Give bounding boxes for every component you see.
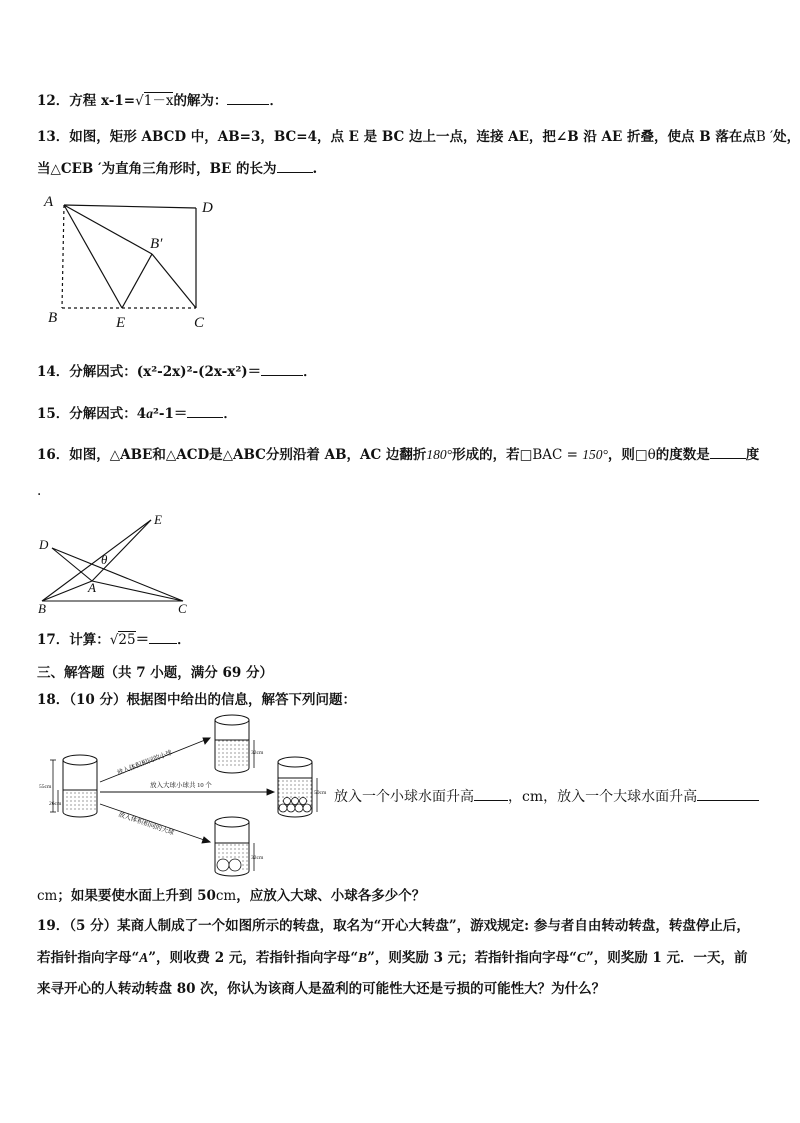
label-50cm: 50cm [314, 790, 327, 796]
label-32cm-bottom: 32cm [251, 855, 264, 861]
question-19-line2 [37, 946, 748, 966]
q12-eq-left: x-1= [101, 93, 136, 109]
label-b: B [48, 310, 58, 326]
label-d: D [202, 200, 213, 216]
q19-letter-a: A [139, 950, 149, 965]
label-e: E [116, 315, 126, 331]
q18-inline-a: 放入一个小球水面升高 [334, 789, 474, 805]
q12-pre: 方程 [69, 93, 97, 109]
label-c: C [194, 315, 205, 331]
q19-line2-end: ”，则奖励 1 元．一天，前 [585, 950, 748, 966]
cylinder-small-balls [215, 715, 249, 773]
q14-end: ． [303, 364, 317, 380]
q17-pre: 17．计算： [37, 632, 110, 648]
q12-end: ． [269, 93, 283, 109]
q13-rectangle-figure [40, 190, 230, 335]
answer-blank [227, 92, 269, 105]
question-18-line3 [37, 884, 425, 904]
q15-pre: 15．分解因式：4 [37, 406, 147, 422]
q16-mid: 形成的，若 [452, 447, 520, 463]
question-15 [37, 402, 237, 422]
question-17 [37, 628, 191, 648]
q15-var-a: a [146, 406, 153, 421]
q18-inline-c: ，放入一个大球水面升高 [543, 789, 698, 805]
q16-triangle-figure [35, 510, 200, 618]
question-18-line1: 18．（10 分）根据图中给出的信息，解答下列问题： [37, 692, 357, 708]
q16-theta: □θ [634, 447, 656, 463]
segment-ae [92, 520, 151, 581]
arrow-bottom-label: 放入体积相同的大球 [117, 811, 175, 837]
label-bprime: B′ [150, 236, 163, 252]
segment-be [42, 520, 151, 601]
q16-bac: BAC = [532, 447, 583, 463]
q13-line1-end: 处， [773, 129, 800, 145]
question-14 [37, 360, 317, 380]
question-19-line3: 来寻开心的人转动转盘 80 次，你认为该商人是盈利的可能性大还是亏损的可能性大？为什么？ [37, 981, 606, 997]
question-12 [37, 89, 283, 109]
q18-cont-end: ，应放入大球、小球各多少个？ [236, 888, 426, 904]
q12-number: 12． [37, 93, 70, 109]
sqrt-symbol: √ [109, 632, 119, 648]
q16-pre: 16．如图，△ABE和△ACD是△ABC分别沿着 AB，AC 边翻折 [37, 447, 427, 463]
q13-line2-end: . [312, 161, 318, 177]
label-32cm-top: 32cm [251, 750, 264, 756]
label-a: A [88, 580, 96, 595]
q16-180: 180° [426, 447, 453, 462]
answer-blank [474, 788, 508, 801]
q19-c-pre: ”，则奖励 3 元；若指针指向字母“ [367, 950, 577, 966]
q16-dot: . [37, 483, 42, 499]
q13-bprime: B ′ [755, 129, 774, 145]
q16-mid2: ，则 [607, 447, 635, 463]
q12-radicand: 1－x [143, 93, 174, 109]
answer-blank [277, 160, 313, 173]
q16-end: 度 [745, 447, 760, 463]
q19-b-pre: ”，则收费 2 元，若指针指向字母“ [148, 950, 359, 966]
q18-unit: cm [522, 789, 544, 805]
cylinder-big-balls [215, 817, 249, 876]
q18-cont-cm: cm [215, 888, 237, 904]
cylinder-initial [63, 755, 97, 817]
label-d: D [39, 537, 49, 552]
question-13-line2 [37, 157, 317, 177]
label-26cm: 26cm [49, 801, 62, 807]
answer-blank [261, 363, 303, 376]
q15-end: ． [223, 406, 237, 422]
segment-ab [62, 205, 64, 308]
q18-cont: ；如果要使水面上升到 50 [57, 888, 216, 904]
label-c: C [178, 601, 187, 616]
q18-cylinders-figure [38, 712, 333, 882]
segment-bprimec [152, 254, 196, 308]
q14-text: 14．分解因式：(x²-2x)²-(2x-x²)＝ [37, 364, 262, 380]
q19-letter-c: C [576, 950, 586, 965]
q19-a-pre: 若指针指向字母“ [37, 950, 140, 966]
segment-ba [42, 581, 92, 601]
answer-blank [149, 631, 177, 644]
q17-radicand: 25 [118, 632, 136, 648]
label-e: E [154, 512, 162, 527]
q17-eq: ＝ [135, 632, 150, 648]
q18-inline-b: ， [508, 789, 522, 805]
q19-letter-b: B [358, 950, 368, 965]
label-55cm: 55cm [39, 784, 52, 790]
segment-ac [92, 581, 183, 601]
q16-box: □ [519, 447, 533, 463]
arrow-top-label: 放入体积相同的小球 [116, 749, 174, 777]
q17-end: ． [177, 632, 191, 648]
cylinder-mixed-balls [278, 757, 312, 817]
q18-cont-unit: cm [37, 888, 58, 904]
question-18-inline [334, 786, 759, 806]
label-theta: θ [101, 552, 108, 567]
q13-line2-text: 当△CEB ′为直角三角形时，BE 的长为 [37, 161, 277, 177]
segment-ebprime [122, 254, 152, 308]
question-13-line1 [37, 125, 800, 145]
arrow-mid-label: 放入大球小球共 10 个 [150, 782, 212, 789]
section-3-heading: 三、解答题（共 7 小题，满分 69 分） [37, 665, 273, 681]
segment-ad [64, 205, 196, 208]
q16-150: 150° [582, 447, 608, 462]
q15-post: ²-1＝ [152, 406, 188, 422]
q16-post: 的度数是 [655, 447, 710, 463]
label-a: A [44, 194, 54, 210]
question-16 [37, 443, 759, 463]
segment-da [52, 548, 92, 581]
answer-blank [697, 788, 759, 801]
sqrt-symbol: √ [135, 93, 144, 109]
segment-dc [52, 548, 183, 601]
q13-text: 13．如图，矩形 ABCD 中，AB=3，BC=4，点 E 是 BC 边上一点，连接 AE，把∠B 沿 AE 折叠，使点 B 落在点 [37, 129, 756, 145]
label-b: B [38, 601, 46, 616]
answer-blank [710, 446, 746, 459]
question-19-line1: 19．（5 分）某商人制成了一个如图所示的转盘，取名为“开心大转盘”，游戏规定: 参与者自由转动转盘，转盘停止后， [37, 918, 750, 934]
answer-blank [187, 405, 223, 418]
q12-post: 的解为： [173, 93, 228, 109]
segment-ae [64, 205, 122, 308]
